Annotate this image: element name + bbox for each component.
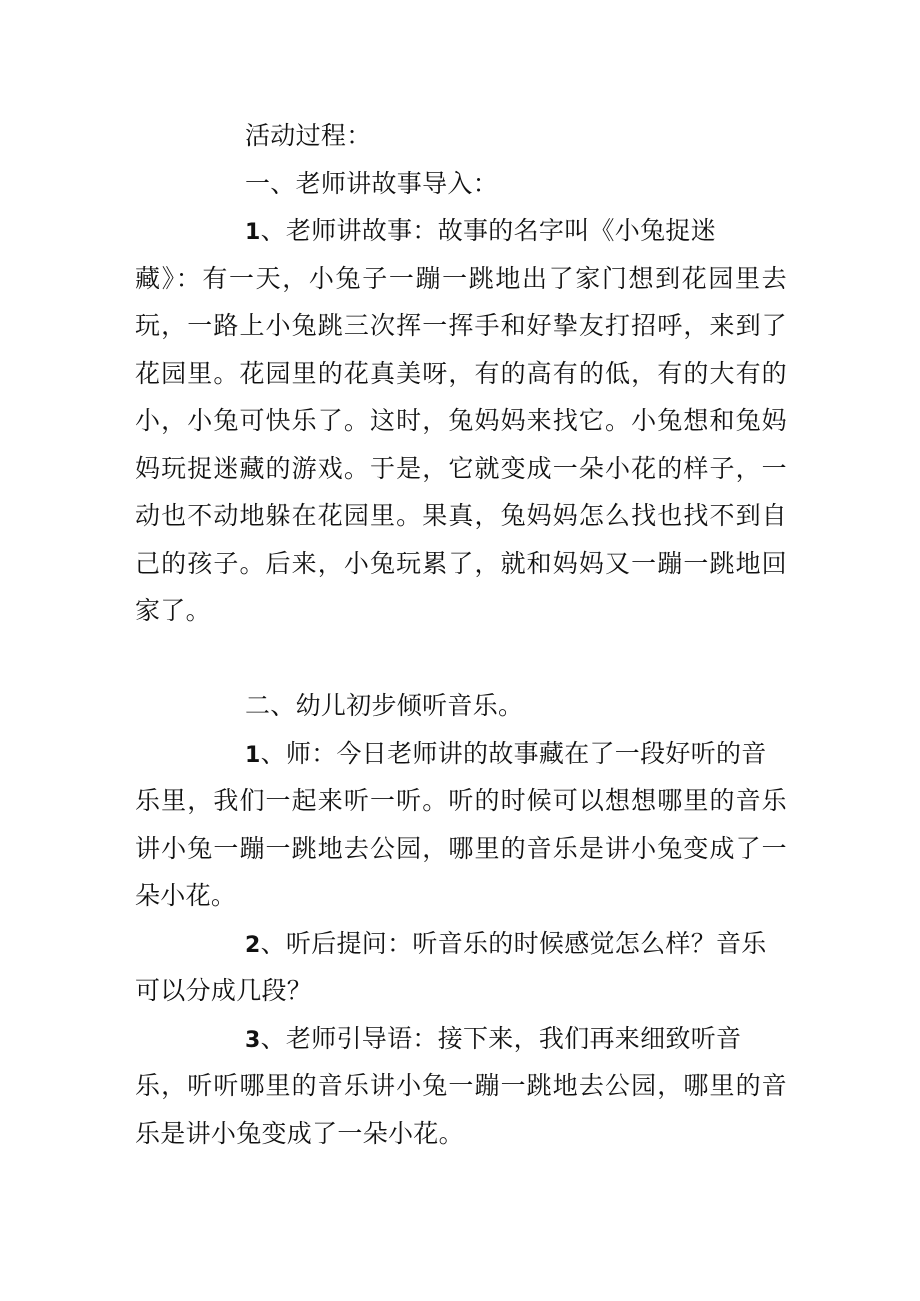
s2-item1-text-0: 、师：今日老师讲的故事藏在了一段好听的音 [260, 738, 767, 768]
s2-item2-number: 2 [245, 932, 261, 958]
s1-item1-line-7: 己的孩子。后来，小兔玩累了，就和妈妈又一蹦一跳地回 [135, 548, 787, 578]
activity-heading: 活动过程： [245, 121, 372, 150]
s1-item1-text-0: 、老师讲故事：故事的名字叫《小兔捉迷 [260, 216, 717, 245]
s1-item1-line-5: 妈玩捉迷藏的游戏。于是，它就变成一朵小花的样子，一 [135, 453, 787, 483]
s2-item2-line-0 [135, 920, 787, 968]
s1-item1-line-2: 玩，一路上小兔跳三次挥一挥手和好挚友打招呼，来到了 [135, 311, 787, 340]
s1-item1-number: 1 [245, 220, 261, 245]
s2-item3-line-1: 乐，听听哪里的音乐讲小兔一蹦一跳地去公园，哪里的音 [135, 1071, 787, 1100]
s2-item3-number: 3 [245, 1027, 261, 1053]
section-1-title: 一、老师讲故事导入： [245, 168, 499, 198]
s2-item1-line-0 [135, 730, 787, 778]
section-2-title: 二、幼儿初步倾听音乐。 [245, 691, 524, 720]
s2-item1-line-2: 讲小兔一蹦一跳地去公园，哪里的音乐是讲小兔变成了一 [135, 833, 787, 863]
s1-item1-line-4: 小，小兔可快乐了。这时，兔妈妈来找它。小兔想和兔妈 [135, 406, 787, 435]
s2-item1-line-3: 朵小花。 [135, 881, 237, 910]
s1-item1-line-1: 藏》：有一天，小兔子一蹦一跳地出了家门想到花园里去 [135, 263, 787, 293]
s2-item2-line-1: 可以分成几段？ [135, 976, 313, 1005]
s2-item2-text-0: 、听后提问：听音乐的时候感觉怎么样？音乐 [260, 928, 767, 958]
s1-item1-line-0 [135, 207, 787, 255]
s2-item1-number: 1 [245, 742, 261, 768]
s1-item1-line-8: 家了。 [135, 596, 211, 625]
s1-item1-line-6: 动也不动地躲在花园里。果真，兔妈妈怎么找也找不到自 [135, 501, 787, 530]
s2-item1-line-1: 乐里，我们一起来听一听。听的时候可以想想哪里的音乐 [135, 786, 787, 815]
s2-item3-line-2: 乐是讲小兔变成了一朵小花。 [135, 1118, 464, 1148]
paragraph-gap [135, 635, 787, 683]
document-body [135, 112, 787, 1157]
s2-item3-line-0 [135, 1015, 787, 1063]
s2-item3-text-0: 、老师引导语：接下来，我们再来细致听音 [260, 1023, 742, 1053]
s1-item1-line-3: 花园里。花园里的花真美呀，有的高有的低，有的大有的 [135, 358, 787, 388]
